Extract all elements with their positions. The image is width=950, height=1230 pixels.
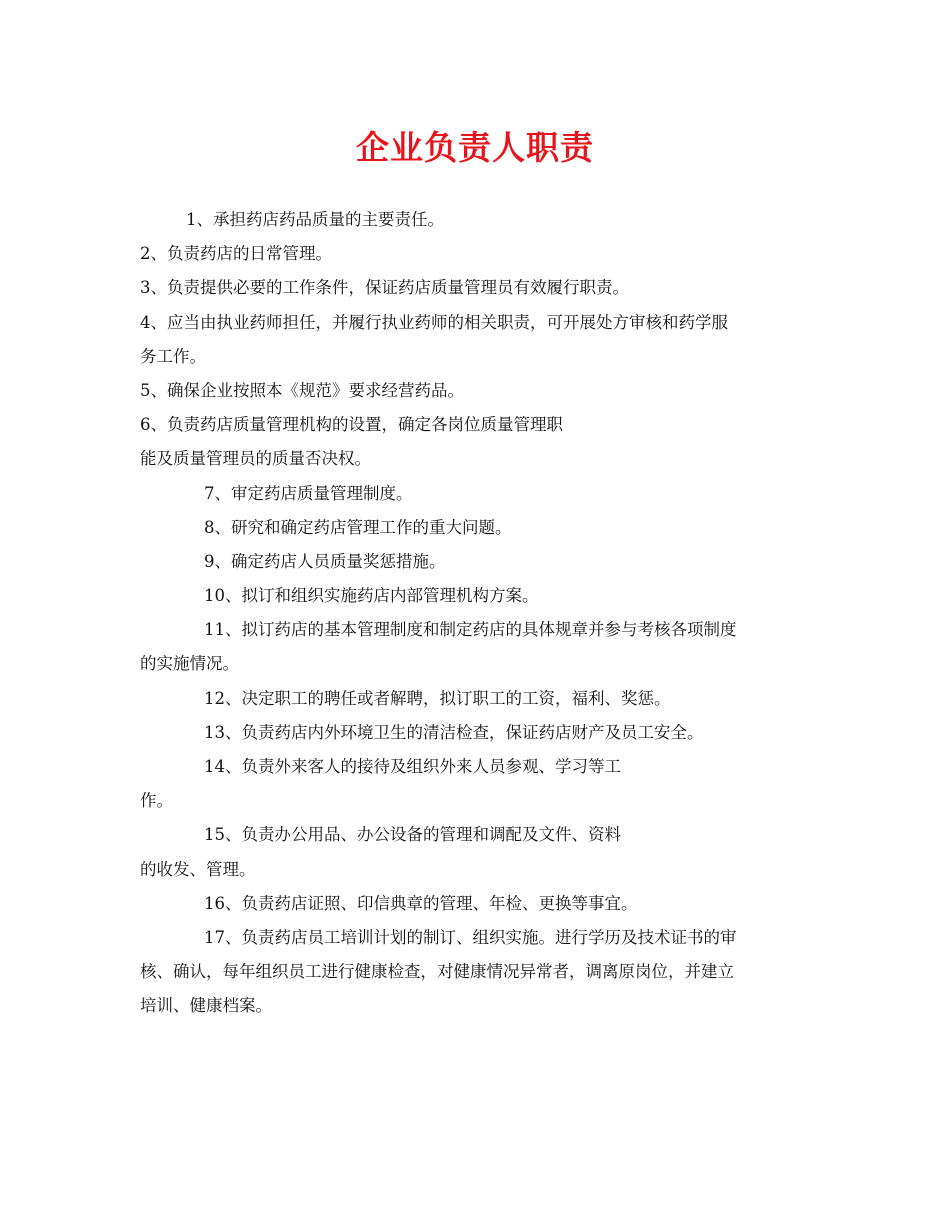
text-line: 17、负责药店员工培训计划的制订、组织实施。进行学历及技术证书的审 (204, 927, 737, 947)
text-line: 核、确认，每年组织员工进行健康检查，对健康情况异常者，调离原岗位，并建立 (140, 962, 734, 982)
text-line: 15、负责办公用品、办公设备的管理和调配及文件、资料 (204, 825, 621, 845)
text-line: 13、负责药店内外环境卫生的清洁检查，保证药店财产及员工安全。 (204, 722, 704, 742)
text-line: 4、应当由执业药师担任，并履行执业药师的相关职责，可开展处方审核和药学服 (140, 312, 728, 332)
text-line: 5、确保企业按照本《规范》要求经营药品。 (140, 380, 464, 400)
text-line: 8、研究和确定药店管理工作的重大问题。 (204, 517, 512, 537)
text-line: 11、拟订药店的基本管理制度和制定药店的具体规章并参与考核各项制度 (204, 620, 737, 640)
text-line: 10、拟订和组织实施药店内部管理机构方案。 (204, 586, 539, 606)
text-line: 培训、健康档案。 (140, 996, 272, 1016)
text-line: 7、审定药店质量管理制度。 (204, 483, 413, 503)
text-line: 能及质量管理员的质量否决权。 (140, 449, 371, 469)
text-line: 的收发、管理。 (140, 859, 256, 879)
document-body (140, 203, 820, 1024)
text-line: 务工作。 (140, 346, 206, 366)
text-line: 6、负责药店质量管理机构的设置，确定各岗位质量管理职 (140, 415, 563, 435)
text-line: 作。 (140, 791, 173, 811)
text-line: 16、负责药店证照、印信典章的管理、年检、更换等事宜。 (204, 893, 638, 913)
text-line: 2、负责药店的日常管理。 (140, 244, 332, 264)
text-line: 12、决定职工的聘任或者解聘，拟订职工的工资，福利、奖惩。 (204, 688, 671, 708)
text-line: 1、承担药店药品质量的主要责任。 (186, 210, 444, 229)
text-line: 14、负责外来客人的接待及组织外来人员参观、学习等工 (204, 757, 621, 776)
text-line: 的实施情况。 (140, 654, 239, 674)
document-title: 企业负责人职责 (356, 128, 594, 167)
text-line: 3、负责提供必要的工作条件，保证药店质量管理员有效履行职责。 (140, 278, 629, 298)
text-line: 9、确定药店人员质量奖惩措施。 (204, 551, 446, 571)
